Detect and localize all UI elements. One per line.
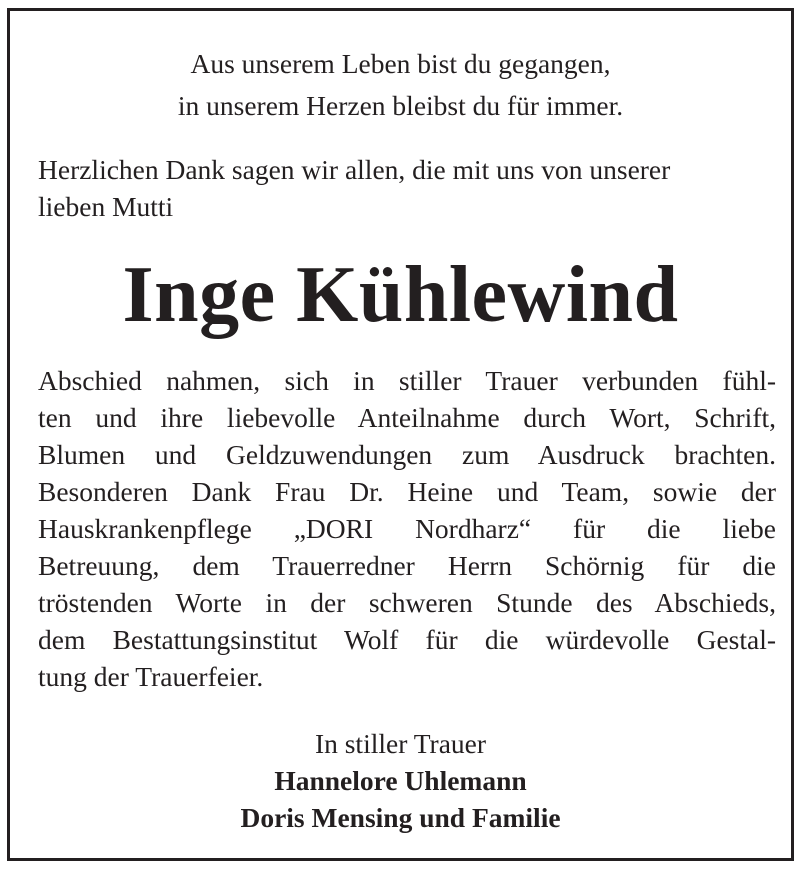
body-line-6: Betreuung, dem Trauerredner Herrn Schörnig für die	[38, 550, 776, 581]
motto-verse	[10, 43, 791, 127]
body-line-3: Blumen und Geldzuwendungen zum Ausdruck brachten.	[38, 439, 776, 470]
body-line-9: tung der Trauerfeier.	[38, 661, 264, 692]
deceased-name: Inge Kühlewind	[122, 251, 679, 339]
thanks-intro	[38, 151, 778, 225]
body-line-4: Besonderen Dank Frau Dr. Heine und Team, sowie der	[38, 476, 776, 507]
obituary-frame	[7, 8, 794, 861]
body-line-8: dem Bestattungsinstitut Wolf für die würdevolle Gestal-	[38, 624, 776, 655]
closing-phrase: In stiller Trauer	[314, 728, 487, 759]
body-line-2: ten und ihre liebevolle Anteilnahme durch Wort, Schrift,	[38, 402, 776, 433]
body-line-5: Hauskrankenpflege „DORI Nordharz“ für die liebe	[38, 513, 776, 544]
body-line-1: Abschied nahmen, sich in stiller Trauer verbunden fühl-	[38, 365, 776, 396]
motto-line-1: Aus unserem Leben bist du gegangen,	[190, 48, 611, 79]
intro-line-1: Herzlichen Dank sagen wir allen, die mit uns von unserer	[38, 154, 671, 185]
motto-line-2: in unserem Herzen bleibst du für immer.	[177, 90, 624, 121]
intro-line-2: lieben Mutti	[38, 191, 174, 222]
signer-2: Doris Mensing und Familie	[240, 802, 561, 833]
body-line-7: tröstenden Worte in der schweren Stunde des Abschieds,	[38, 587, 776, 618]
signer-1: Hannelore Uhlemann	[274, 765, 527, 796]
